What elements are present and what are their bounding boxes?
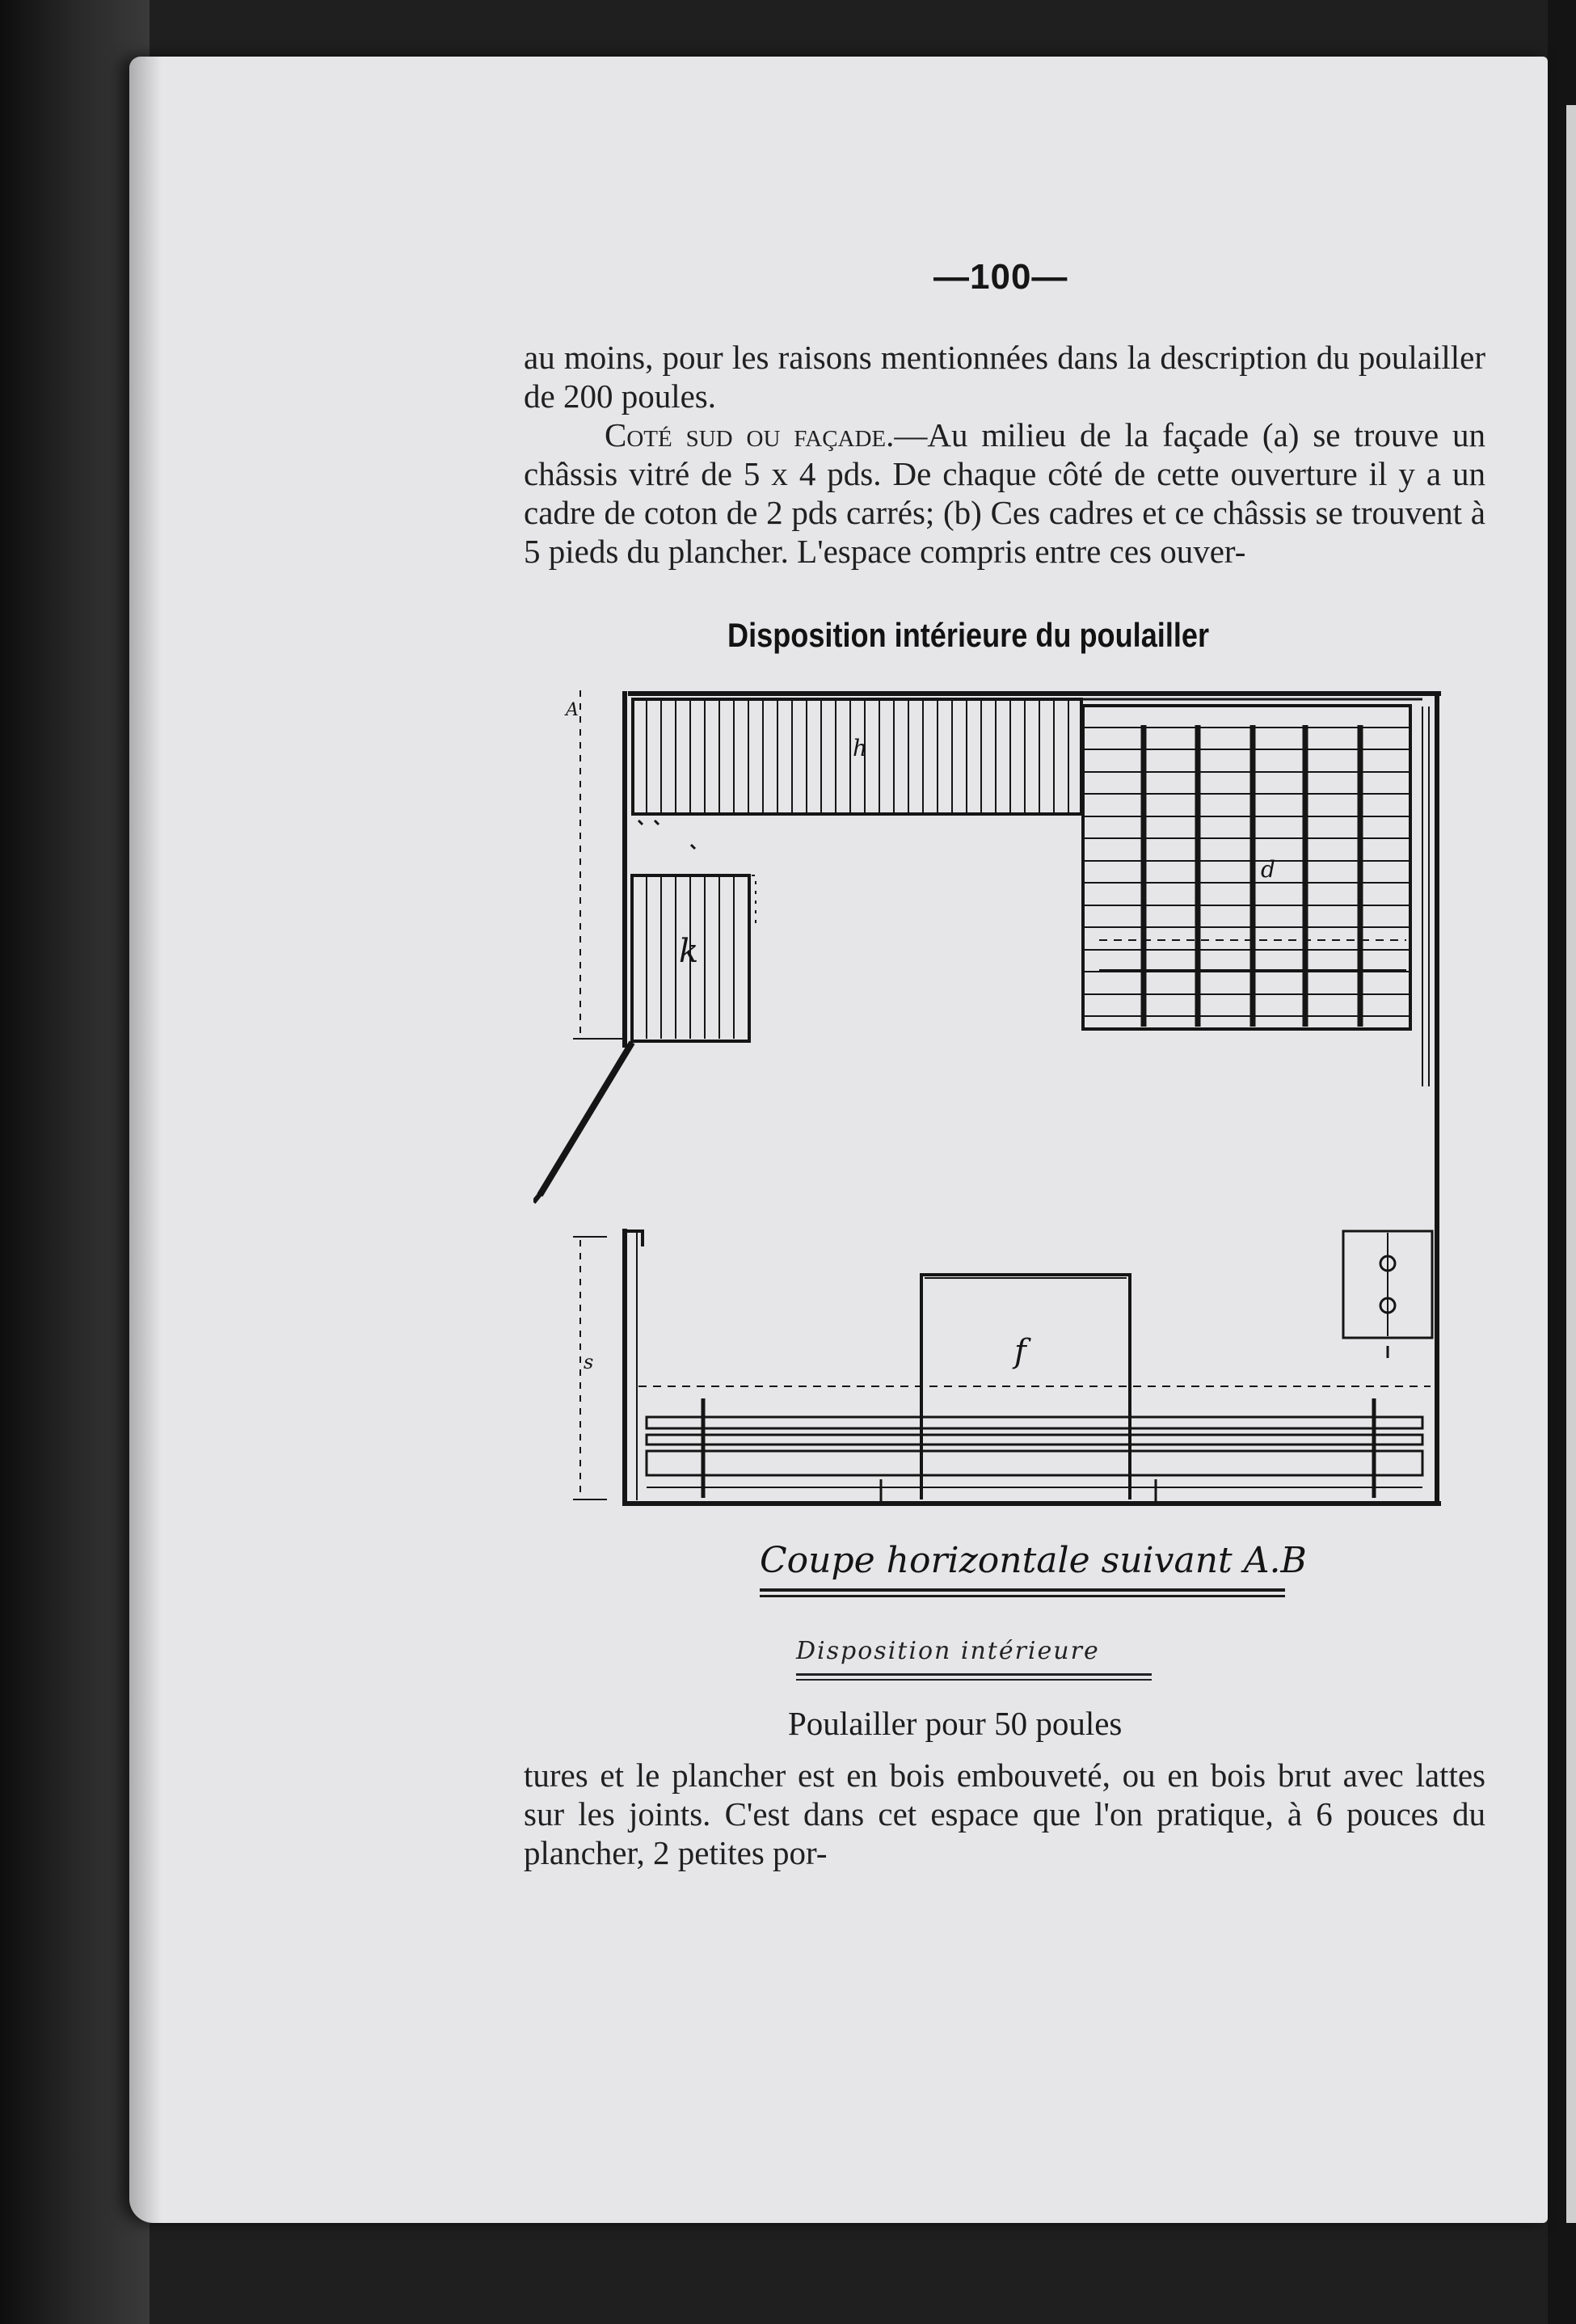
plan-label-d: d [1261, 856, 1275, 883]
text-block-bottom [524, 1756, 1485, 1872]
plan-label-a: A [566, 700, 579, 720]
scan-border-left [0, 0, 150, 2324]
plan-door-leaf [541, 1045, 630, 1192]
plan-label-f: f [1014, 1333, 1026, 1370]
plan-label-s: s [584, 1351, 594, 1373]
paragraph-2-body: —Au milieu de la façade (a) se trouve un châssis vitré de 5 x 4 pds. De chaque côté de cette ouverture il y a un cadre de coton de 2 pds carrés; (b) Ces cadres et ce châssis se trouvent à 5 pieds du plancher. L'espace compris entre ces ouver- [524, 416, 1485, 570]
figure-title: Disposition intérieure du poulailler [727, 616, 1210, 654]
page-gutter-shadow [129, 57, 162, 2223]
plan-nest-box [632, 820, 760, 1041]
paragraph-3: tures et le plancher est en bois embouveté, ou en bois brut avec lattes sur les joints. C'est dans cet espace que l'on pratique, à 6 pouces du plancher, 2 petites por- [524, 1757, 1485, 1871]
paragraph-1: au moins, pour les raisons mentionnées dans la description du poulailler de 200 poules. [524, 339, 1485, 415]
caption-sub-underline-double [796, 1679, 1152, 1681]
caption-underline [760, 1588, 1285, 1592]
plan-feeder-box [921, 1275, 1130, 1499]
next-page-edge [1566, 105, 1576, 2223]
page-number: —100— [933, 257, 1068, 297]
figure-caption-main: Coupe horizontale suivant A.B [760, 1540, 1307, 1581]
caption-sub-underline [796, 1673, 1152, 1676]
figure-caption-sub: Disposition intérieure [796, 1637, 1100, 1665]
section-heading-cote-sud: Coté sud ou façade. [605, 416, 895, 453]
paragraph-2 [524, 415, 1485, 571]
plan-label-k: k [679, 933, 699, 970]
caption-underline-double [760, 1595, 1285, 1597]
floor-plan-drawing [533, 683, 1463, 1508]
plan-label-h: h [853, 735, 868, 761]
plan-roost-rack [1083, 706, 1410, 1029]
plan-water-box [1343, 1231, 1432, 1358]
text-block-top [524, 338, 1485, 571]
plan-south-perches [638, 1386, 1431, 1501]
figure-caption-plain: Poulailler pour 50 poules [788, 1705, 1123, 1742]
